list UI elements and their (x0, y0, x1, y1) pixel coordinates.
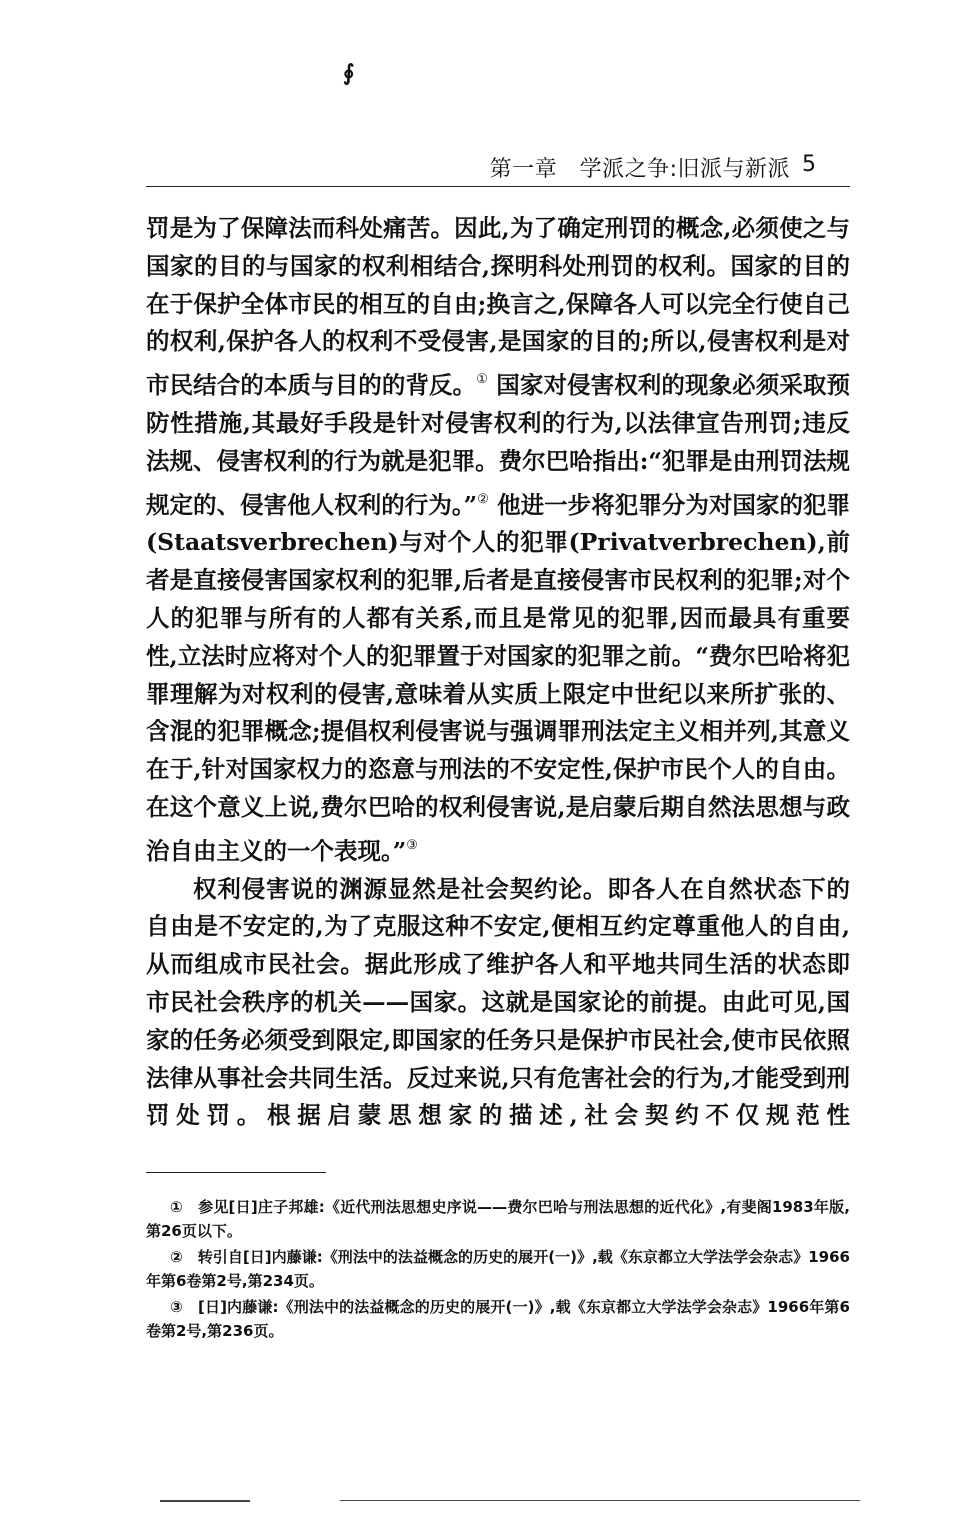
footnote-3: ③ [日]内藤谦:《刑法中的法益概念的历史的展开(一)》,载《东京都立大学法学会杂志》1966年第6卷第2号,第236页。 (146, 1298, 850, 1340)
scan-mark: ∮ (343, 60, 355, 86)
page-number: 5 (802, 152, 816, 177)
scan-artifact (340, 1500, 860, 1501)
paragraph-1-part-3: 他进一步将犯罪分为对国家的犯罪(Staatsverbrechen)与对个人的犯罪(Privatverbrechen),前者是直接侵害国家权利的犯罪,后者是直接侵害市民权利的犯罪;对个人的犯罪与所有的人都有关系,而且是常见的犯罪,因而最具有重要性,立法时应将对个人的犯罪置于对国家的犯罪之前。“费尔巴哈将犯罪理解为对权利的侵害,意味着从实质上限定中世纪以来所扩张的、含混的犯罪概念;提倡权利侵害说与强调罪刑法定主义相并列,其意义在于,针对国家权力的恣意与刑法的不安定性,保护市民个人的自由。在这个意义上说,费尔巴哈的权利侵害说,是启蒙后期自然法思想与政治自由主义的一个表现。” (146, 490, 850, 865)
footnote-ref-3[interactable]: ③ (406, 837, 418, 853)
paragraph-2: 权利侵害说的渊源显然是社会契约论。即各人在自然状态下的自由是不安定的,为了克服这种不安定,便相互约定尊重他人的自由,从而组成市民社会。据此形成了维护各人和平地共同生活的状态即市民社会秩序的机关——国家。这就是国家论的前提。由此可见,国家的任务必须受到限定,即国家的任务只是保护市民社会,使市民依照法律从事社会共同生活。反过来说,只有危害社会的行为,才能受到刑罚处罚。根据启蒙思想家的描述,社会契约不仅规范性 (146, 874, 850, 1130)
footnote-ref-1[interactable]: ① (476, 372, 488, 388)
running-header (146, 150, 850, 187)
scan-artifact (160, 1500, 250, 1502)
chapter-title: 第一章 学派之争:旧派与新派 (489, 157, 790, 182)
paragraph-1 (146, 210, 850, 871)
footnote-2: ② 转引自[日]内藤谦:《刑法中的法益概念的历史的展开(一)》,载《东京都立大学法学会杂志》1966年第6卷第2号,第234页。 (146, 1248, 850, 1290)
paragraph-1-part-2: 国家对侵害权利的现象必须采取预防性措施,其最好手段是针对侵害权利的行为,以法律宣告刑罚;违反法规、侵害权利的行为就是犯罪。费尔巴哈指出:“犯罪是由刑罚法规规定的、侵害他人权利的行为。” (146, 371, 851, 519)
footnotes (146, 1195, 850, 1345)
footnote-ref-2[interactable]: ② (477, 491, 489, 507)
footnote-1: ① 参见[日]庄子邦雄:《近代刑法思想史序说——费尔巴哈与刑法思想的近代化》,有斐阁1983年版,第26页以下。 (146, 1198, 850, 1240)
footnote-divider (146, 1172, 326, 1173)
paragraph-1-part-1: 罚是为了保障法而科处痛苦。因此,为了确定刑罚的概念,必须使之与国家的目的与国家的权利相结合,探明科处刑罚的权利。国家的目的在于保护全体市民的相互的自由;换言之,保障各人可以完全行使自己的权利,保护各人的权利不受侵害,是国家的目的;所以,侵害权利是对市民结合的本质与目的的背反。 (146, 214, 850, 400)
main-text (146, 210, 850, 1135)
